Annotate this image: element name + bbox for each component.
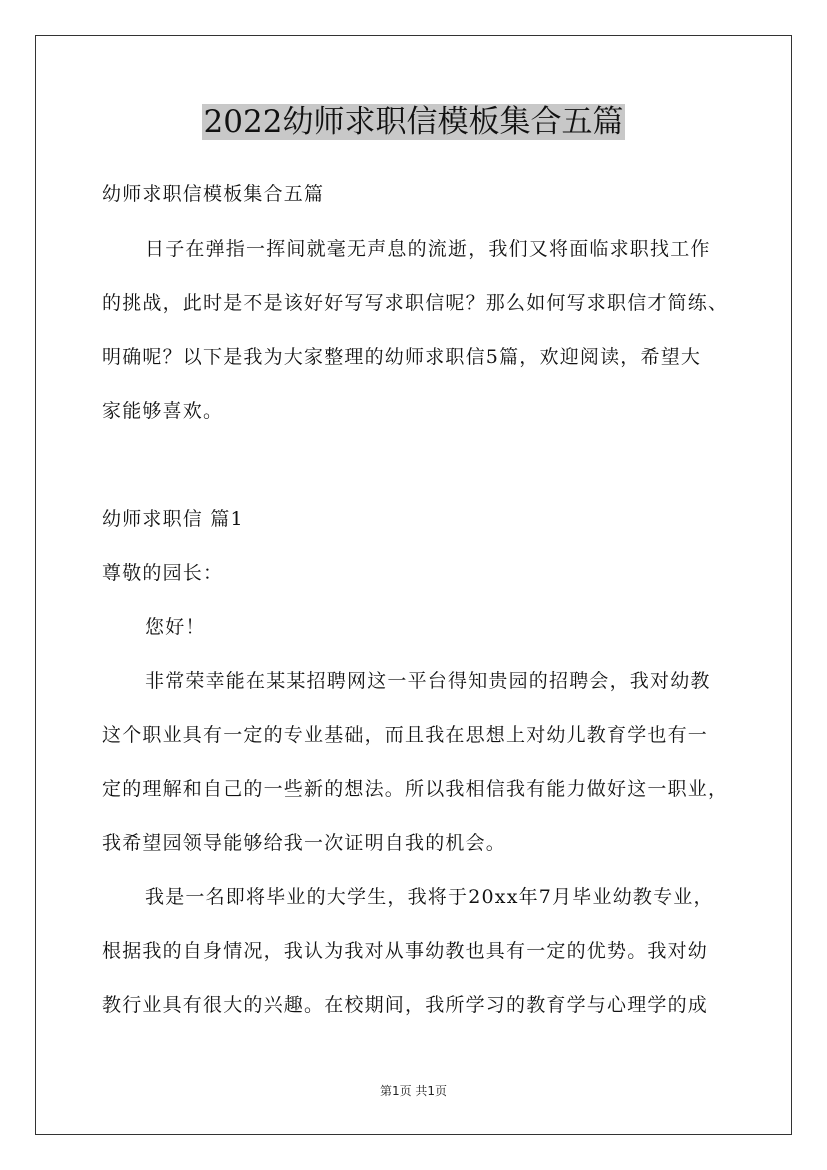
greeting: 您好！ — [145, 616, 206, 638]
paragraph2-line-1: 我是一名即将毕业的大学生，我将于20xx年7月毕业幼教专业， — [145, 886, 714, 908]
page-footer: 第1页 共1页 — [379, 1084, 448, 1098]
intro-line-1: 日子在弹指一挥间就毫无声息的流逝，我们又将面临求职找工作 — [145, 238, 711, 260]
document-title — [0, 100, 827, 144]
intro-line-2: 的挑战，此时是不是该好好写写求职信呢？那么如何写求职信才简练、 — [102, 292, 729, 314]
paragraph2-line-2: 根据我的自身情况，我认为我对从事幼教也具有一定的优势。我对幼 — [102, 940, 709, 962]
paragraph1-line-4: 我希望园领导能够给我一次证明自我的机会。 — [102, 832, 507, 854]
paragraph2-line-3: 教行业具有很大的兴趣。在校期间，我所学习的教育学与心理学的成 — [102, 994, 709, 1016]
intro-line-3: 明确呢？以下是我为大家整理的幼师求职信5篇，欢迎阅读，希望大 — [102, 346, 702, 368]
document-title-text: 2022幼师求职信模板集合五篇 — [203, 104, 624, 140]
section-heading: 幼师求职信 篇1 — [102, 508, 244, 530]
paragraph1-line-3: 定的理解和自己的一些新的想法。所以我相信我有能力做好这一职业， — [102, 778, 729, 800]
intro-line-4: 家能够喜欢。 — [102, 400, 224, 422]
paragraph1-line-1: 非常荣幸能在某某招聘网这一平台得知贵园的招聘会，我对幼教 — [145, 670, 711, 692]
salutation: 尊敬的园长： — [102, 562, 224, 584]
paragraph1-line-2: 这个职业具有一定的专业基础，而且我在思想上对幼儿教育学也有一 — [102, 724, 709, 746]
document-subtitle: 幼师求职信模板集合五篇 — [102, 183, 325, 205]
